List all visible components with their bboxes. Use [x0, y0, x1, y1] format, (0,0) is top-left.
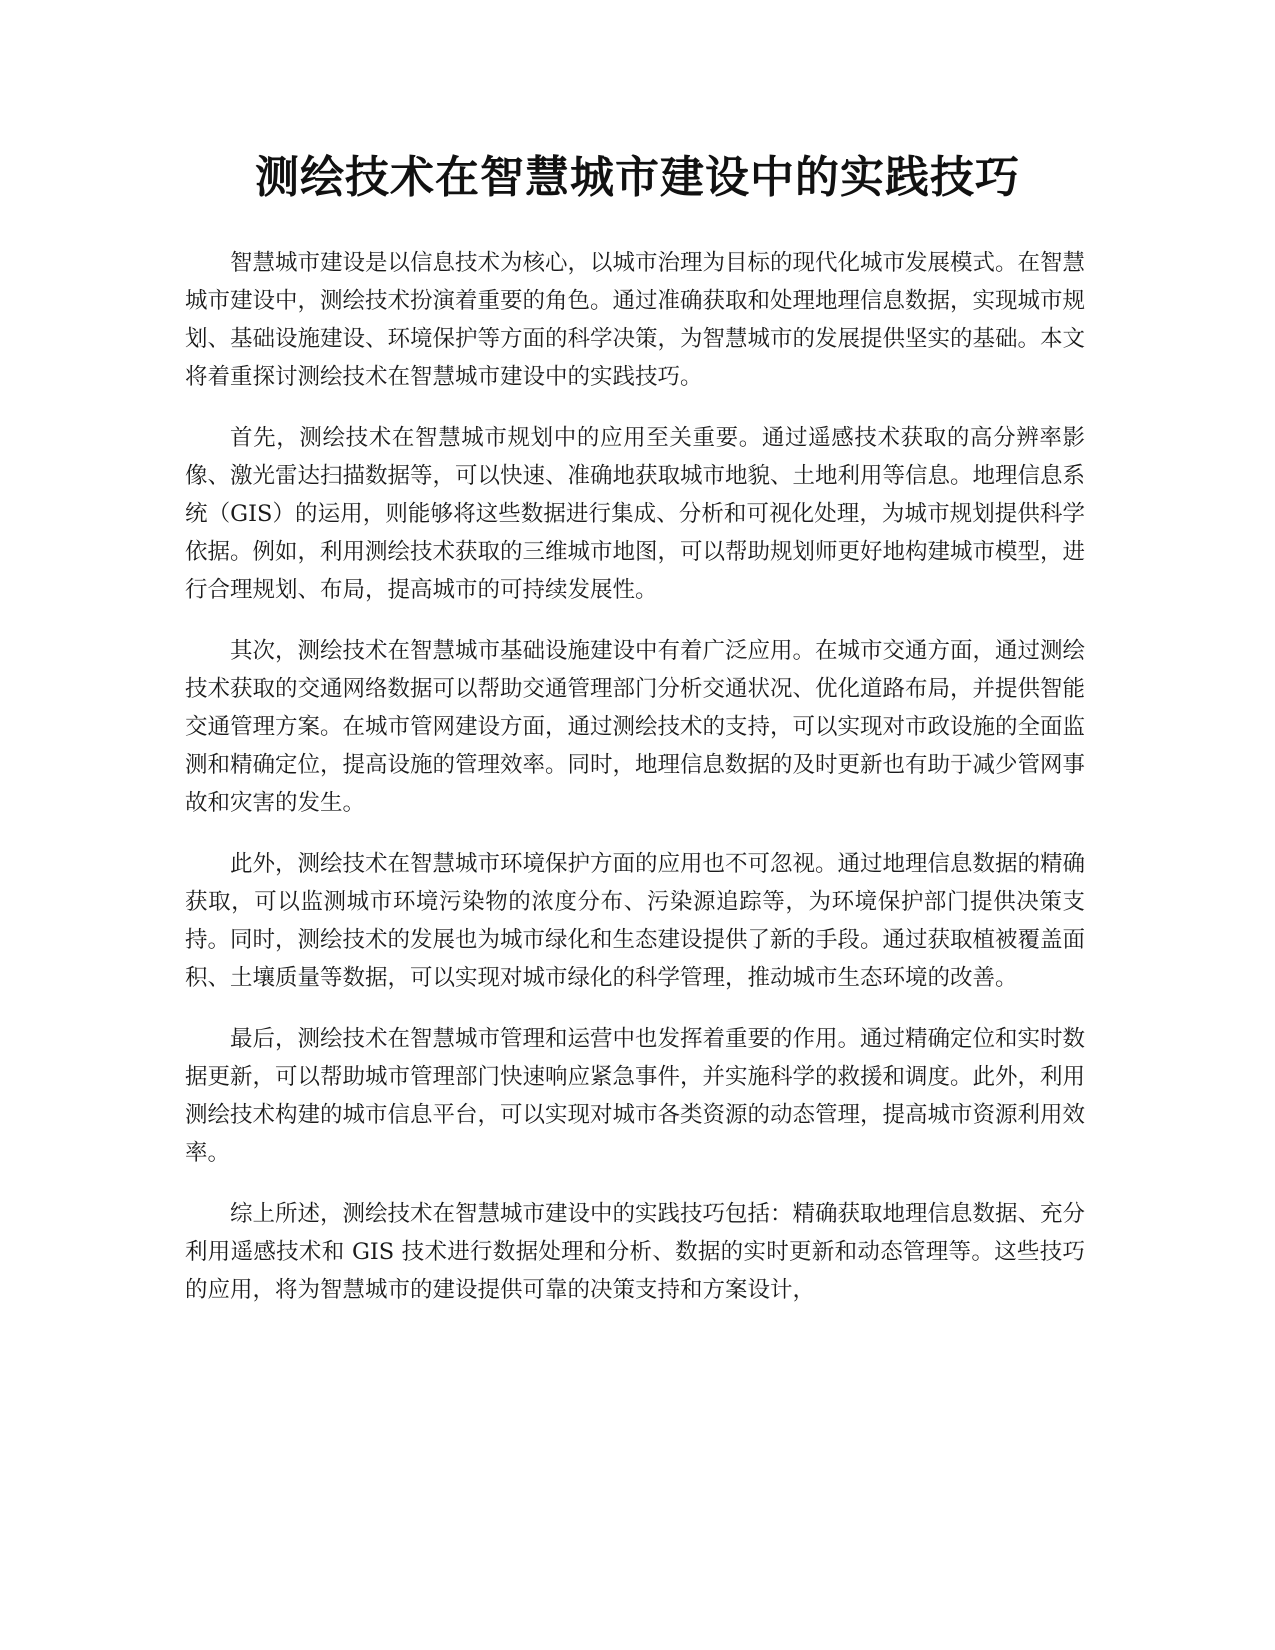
paragraph-management: 最后，测绘技术在智慧城市管理和运营中也发挥着重要的作用。通过精确定位和实时数据更新，可以帮助城市管理部门快速响应紧急事件，并实施科学的救援和调度。此外，利用测绘技术构建的城市信息平台，可以实现对城市各类资源的动态管理，提高城市资源利用效率。 [185, 1026, 1086, 1166]
paragraph-infrastructure: 其次，测绘技术在智慧城市基础设施建设中有着广泛应用。在城市交通方面，通过测绘技术获取的交通网络数据可以帮助交通管理部门分析交通状况、优化道路布局，并提供智能交通管理方案。在城市管网建设方面，通过测绘技术的支持，可以实现对市政设施的全面监测和精确定位，提高设施的管理效率。同时，地理信息数据的及时更新也有助于减少管网事故和灾害的发生。 [185, 638, 1086, 816]
paragraph-summary: 综上所述，测绘技术在智慧城市建设中的实践技巧包括：精确获取地理信息数据、充分利用遥感技术和 GIS 技术进行数据处理和分析、数据的实时更新和动态管理等。这些技巧的应用，将为智慧城市的建设提供可靠的决策支持和方案设计， [185, 1201, 1086, 1303]
paragraph-intro: 智慧城市建设是以信息技术为核心，以城市治理为目标的现代化城市发展模式。在智慧城市建设中，测绘技术扮演着重要的角色。通过准确获取和处理地理信息数据，实现城市规划、基础设施建设、环境保护等方面的科学决策，为智慧城市的发展提供坚实的基础。本文将着重探讨测绘技术在智慧城市建设中的实践技巧。 [185, 250, 1086, 390]
document-body [185, 244, 1085, 1332]
document-title: 测绘技术在智慧城市建设中的实践技巧 [255, 152, 1020, 203]
paragraph-environment: 此外，测绘技术在智慧城市环境保护方面的应用也不可忽视。通过地理信息数据的精确获取，可以监测城市环境污染物的浓度分布、污染源追踪等，为环境保护部门提供决策支持。同时，测绘技术的发展也为城市绿化和生态建设提供了新的手段。通过获取植被覆盖面积、土壤质量等数据，可以实现对城市绿化的科学管理，推动城市生态环境的改善。 [185, 851, 1086, 991]
paragraph-planning: 首先，测绘技术在智慧城市规划中的应用至关重要。通过遥感技术获取的高分辨率影像、激光雷达扫描数据等，可以快速、准确地获取城市地貌、土地利用等信息。地理信息系统（GIS）的运用，则能够将这些数据进行集成、分析和可视化处理，为城市规划提供科学依据。例如，利用测绘技术获取的三维城市地图，可以帮助规划师更好地构建城市模型，进行合理规划、布局，提高城市的可持续发展性。 [185, 425, 1086, 603]
